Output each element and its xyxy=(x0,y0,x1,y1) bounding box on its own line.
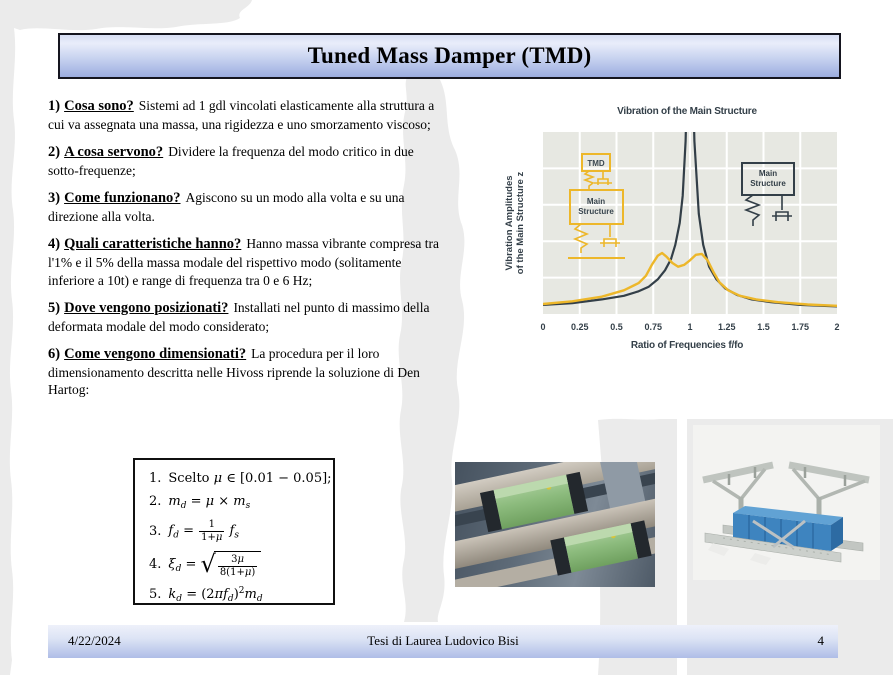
x-axis-label: Ratio of Frequencies f/fo xyxy=(630,340,744,351)
formula-number: 5. xyxy=(149,587,162,602)
foot-plate xyxy=(750,553,771,565)
x-tick-labels xyxy=(540,322,839,332)
footer-date: 4/22/2024 xyxy=(68,633,121,648)
qa-item-3 xyxy=(48,189,442,226)
x-tick: 0.75 xyxy=(644,322,663,332)
x-tick: 0 xyxy=(540,322,546,332)
formula-item: 1. Scelto μ ∈ [0.01 − 0.05]; xyxy=(149,471,332,486)
x-tick: 1.25 xyxy=(717,322,736,332)
qa-question: Cosa sono? xyxy=(64,98,134,114)
qa-number: 6) xyxy=(48,345,61,362)
qa-column xyxy=(48,97,442,408)
x-tick: 1 xyxy=(687,322,693,332)
fraction: $\frac{1}{1+\mu}$ xyxy=(201,519,223,543)
inset-main-only-label-1: Main xyxy=(758,169,778,178)
slide-title-text: Tuned Mass Damper (TMD) xyxy=(307,43,592,68)
formula-number: 3. xyxy=(149,523,162,539)
qa-question: Come funzionano? xyxy=(64,189,181,206)
qa-question: Dove vengono posizionati? xyxy=(64,299,229,316)
tmd-indicator xyxy=(546,484,552,490)
formula-list xyxy=(149,471,332,604)
x-tick: 0.25 xyxy=(570,322,589,332)
square-root: √ $\frac{3\mu}{8(1+\mu)}$ xyxy=(201,551,262,578)
qa-item-4 xyxy=(48,235,442,290)
inset-main-label-1: Main xyxy=(586,197,606,206)
footer-title: Tesi di Laurea Ludovico Bisi xyxy=(367,633,519,648)
qa-answer: La procedura per il loro dimensionamento descritta nelle Hivoss riprende la soluzione di Den Hartog: xyxy=(48,345,420,398)
qa-question: Quali caratteristiche hanno? xyxy=(64,235,242,252)
fraction: $\frac{3\mu}{8(1+\mu)}$ xyxy=(219,554,256,578)
inset-main-label-2: Structure xyxy=(578,207,614,216)
qa-number: 2) xyxy=(48,143,61,160)
inset-tmd-label: TMD xyxy=(587,159,605,168)
qa-answer: Sistemi ad 1 gdl vincolati elasticamente alla struttura a cui va assegnata una massa, una rigidezza e uno smorzamento viscoso; xyxy=(48,98,435,133)
formula-number: 2. xyxy=(149,494,162,509)
qa-question: A cosa servono? xyxy=(64,143,164,160)
qa-answer: Installati nel punto di massimo della deformata modale del modo considerato; xyxy=(48,299,430,334)
qa-number: 4) xyxy=(48,235,61,252)
formula-number: 1. xyxy=(149,471,162,486)
x-tick: 1.75 xyxy=(791,322,810,332)
qa-item-2 xyxy=(48,143,442,180)
svg-text:of the Main Structure z: of the Main Structure z xyxy=(515,171,526,275)
slide-title xyxy=(58,33,841,79)
qa-question: Come vengono dimensionati? xyxy=(64,345,247,362)
qa-number: 5) xyxy=(48,299,61,316)
qa-item-6 xyxy=(48,345,442,400)
qa-item-1 xyxy=(48,97,442,134)
chart-title: Vibration of the Main Structure xyxy=(617,106,757,117)
tmd-3d-render xyxy=(693,425,880,580)
x-tick: 2 xyxy=(834,322,840,332)
qa-answer: Hanno massa vibrante compresa tra l'1% e il 5% della massa modale del rispettivo modo (solitamente inferiore a 10t) e range di frequenza tra 0 e 6 Hz; xyxy=(48,235,439,288)
formula-item: 3. $f_d$ = $\frac{1}{1+\mu}$ $f_s$ xyxy=(149,519,239,543)
qa-number: 1) xyxy=(48,98,61,114)
y-axis-label xyxy=(504,172,526,275)
footer-bar xyxy=(48,625,838,658)
inset-main-only-label-2: Structure xyxy=(750,179,786,188)
formula-item: 4. $\xi_d$ = √ $\frac{3\mu}{8(1+\mu)}$ xyxy=(149,551,325,578)
design-procedure-box xyxy=(133,458,335,605)
footer-page-number: 4 xyxy=(817,633,824,648)
svg-text:Vibration Amplitudes: Vibration Amplitudes xyxy=(504,175,515,271)
formula-item: 2. $m_d = \mu \times m_s$ xyxy=(149,494,251,511)
tmd-installation-photo xyxy=(455,462,655,587)
x-tick: 1.5 xyxy=(757,322,770,332)
formula-number: 4. xyxy=(149,557,162,572)
qa-number: 3) xyxy=(48,189,61,206)
formula-item: 5. $k_d = (2\pi f_d)^2m_d$ xyxy=(149,586,263,604)
x-tick: 0.5 xyxy=(610,322,623,332)
qa-answer: Agiscono su un modo alla volta e su una direzione alla volta. xyxy=(48,189,405,224)
vibration-chart xyxy=(490,95,880,365)
tmd-indicator xyxy=(610,533,616,539)
qa-answer: Dividere la frequenza del modo critico in due sotto-frequenze; xyxy=(48,143,414,179)
qa-item-5 xyxy=(48,299,442,336)
